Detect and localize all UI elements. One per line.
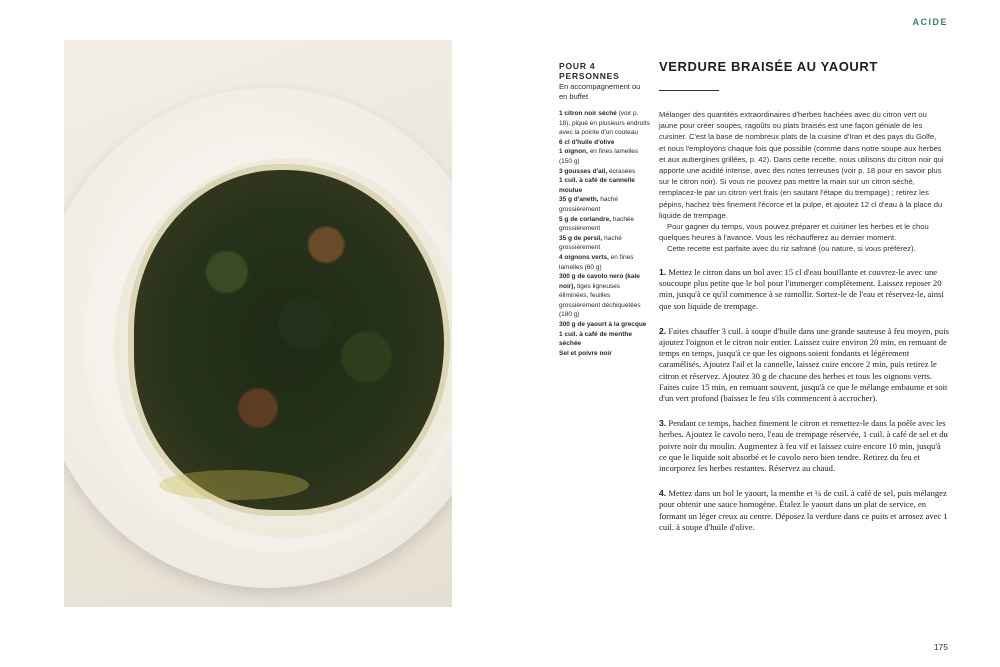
step-number: 3. [659,418,667,429]
ingredient-detail: en fines lamelles (60 g) [559,253,634,271]
ingredient-name: Sel et poivre noir [559,349,612,357]
page-number: 175 [933,642,948,652]
ingredient-detail: écrasées [607,167,636,175]
step-number: 4. [659,488,667,499]
ingredient-name: 5 g de coriandre, [559,215,612,223]
intro-paragraph: Mélanger des quantités extraordinaires d'herbes hachées avec du citron vert ou jaune pour créer soupes, ragoûts ou plats braisés est une façon géniale de les cuisiner. C'est la base de nombreux plats de la cuisine d'Iran et des pays du Golfe, et nous l'employons chaque fois que possible (comme dans notre soupe aux herbes et aux aubergines grillées, p. 42). Dans cette recette, nous utilisons du citron noir qui apporte une acidité intense, avec des notes terreuses (voir p. 18 pour en savoir plus sur le citron noir). Si vous ne pouvez pas mettre la main sur un citron séché, remplacez-le par un citron vert frais (en sautant l'étape du trempage) ; retirez les pépins, hachez très finement l'écorce et la pulpe, et ajoutez 12 cl d'eau à la place du liquide de trempage. [659,110,944,220]
step-text: Pendant ce temps, hachez finement le citron et remettez-le dans la poêle avec les herbes. Ajoutez le cavolo nero, l'eau de trempage réservée, 1 cuil. à café de sel et du poivre noir du moulin. Augmentez à feu vif et laissez cuire encore 10 min, jusqu'à ce que le liquide soit absorbé et le cavolo nero bien tendre. Retirez du feu et incorporez les herbes restantes. Réservez au chaud. [659,418,948,474]
recipe-step [659,488,949,533]
recipe-intro [659,109,944,255]
ingredient-item [559,215,651,234]
dish-photo [64,40,452,607]
ingredient-item [559,109,651,138]
olive-oil-drizzle [159,470,309,500]
ingredient-item [559,138,651,148]
ingredient-item [559,167,651,177]
recipe-step [659,267,949,312]
ingredient-name: 1 oignon, [559,148,588,156]
step-text: Faites chauffer 3 cuil. à soupe d'huile dans une grande sauteuse à feu moyen, puis ajoutez l'oignon et le citron noir entier. Laissez cuire environ 20 min, en remuant de temps en temps, jusqu'à ce que les oignons soient fondants et légèrement caramélisés. Ajoutez l'ail et la cannelle, laissez cuire encore 2 min, puis retirez le citron et réservez. Ajoutez 30 g de chacune des herbes et tous les oignons verts. Faites cuire 15 min, en remuant souvent, jusqu'à ce que le mélange embaume et soit d'un vert profond (baissez le feu s'ils commencent à accrocher). [659,325,949,404]
ingredient-item [559,320,651,330]
ingredient-detail: hachée grossièrement [559,215,635,233]
intro-paragraph: Cette recette est parfaite avec du riz safrané (ou nature, si vous préférez). [667,244,916,254]
servings-block [559,61,649,102]
ingredients-list [559,109,651,358]
title-divider [659,90,719,91]
ingredient-detail: haché grossièrement [559,234,622,252]
ingredient-name: 6 cl d'huile d'olive [559,138,615,146]
recipe-steps [659,267,949,547]
recipe-title: VERDURE BRAISÉE AU YAOURT [659,59,878,74]
ingredient-item [559,234,651,253]
ingredient-item [559,176,651,195]
ingredient-detail: haché grossièrement [559,196,619,213]
step-number: 1. [659,267,667,277]
step-number: 2. [659,325,667,336]
ingredient-name: 4 oignons verts, [559,253,609,261]
ingredient-item [559,253,651,272]
ingredient-name: 35 g d'aneth, [559,196,599,204]
ingredient-name: 1 cuil. à café de menthe séchée [559,330,632,348]
braised-greens [134,170,444,510]
ingredient-name: 1 cuil. à café de cannelle moulue [559,177,635,194]
ingredient-item [559,349,651,359]
ingredient-name: 300 g de yaourt à la grecque [559,321,647,329]
ingredient-name: 300 g de cavolo nero (kale noir), [559,273,640,290]
ingredient-name: 35 g de persil, [559,234,603,242]
ingredient-item [559,272,651,320]
ingredient-detail: en fines lamelles (150 g) [559,148,639,165]
servings-title: POUR 4 PERSONNES [559,61,620,81]
ingredient-detail: tiges ligneuses éliminées, feuilles grossièrement déchiquetées (180 g) [559,282,641,319]
servings-subtitle: En accompagnement ou en buffet [559,82,641,101]
intro-paragraph: Pour gagner du temps, vous pouvez préparer et cuisiner les herbes et le chou quelques heures à l'avance. Vous les réchaufferez au dernier moment. [659,222,929,243]
chapter-label: ACIDE [912,17,948,27]
ingredient-item [559,330,651,349]
step-text: Mettez le citron dans un bol avec 15 cl d'eau bouillante et couvrez-le avec une soucoupe plus petite que le bol pour l'immerger complètement. Laissez reposer 20 min, jusqu'à ce qu'il commence à se ramollir. Sortez-le de l'eau et réservez-le, ainsi que son liquide de trempage. [659,267,944,311]
step-text: Mettez dans un bol le yaourt, la menthe et ¼ de cuil. à café de sel, puis mélangez pour obtenir une sauce homogène. Étalez le yaourt dans un plat de service, en formant un léger creux au centre. Déposez la verdure dans ce puits et arrosez avec 1 cuil. à soupe d'huile d'olive. [659,488,948,532]
recipe-step [659,326,949,404]
ingredient-item [559,195,651,214]
ingredient-name: 1 citron noir séché [559,110,617,117]
recipe-step [659,418,949,474]
ingredient-item [559,147,651,166]
ingredient-detail: (voir p. 18), piqué en plusieurs endroits avec la pointe d'un couteau [559,110,650,137]
ingredient-name: 3 gousses d'ail, [559,167,608,175]
